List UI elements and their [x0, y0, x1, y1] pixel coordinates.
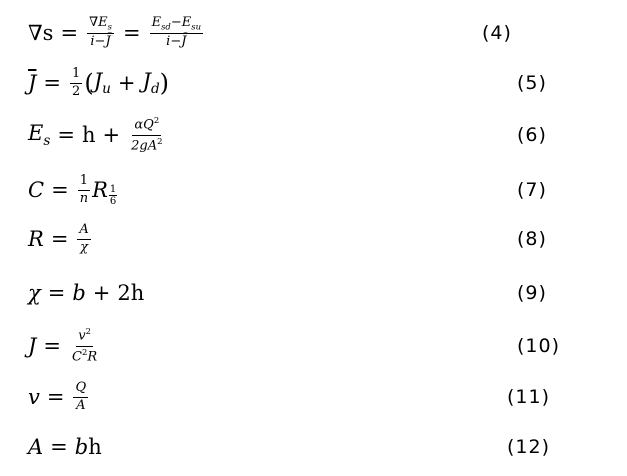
eq7-fraction [78, 174, 90, 207]
eq11-fraction [73, 381, 88, 414]
eq5-plus: + [117, 71, 136, 95]
eq11-lhs: v [28, 385, 40, 409]
equation-8 [28, 219, 93, 259]
equation-9 [28, 273, 144, 313]
eq8-equals: = [50, 227, 69, 251]
eq9-plus: + [92, 281, 111, 305]
eq7-lhs: C [28, 178, 45, 202]
eq7-frac-numerator: 1 [78, 174, 90, 191]
eq5-lhs: $\overline{J}$ [28, 71, 37, 95]
eq6-equals: = [57, 123, 75, 147]
equation-12 [28, 427, 102, 467]
eq6-fraction [129, 116, 164, 154]
eq9-2h: 2h [117, 281, 145, 305]
eq7-exp-denominator: 6 [109, 196, 117, 207]
eq10-lhs: J [28, 334, 37, 358]
equation-number-4: (4) [482, 22, 512, 44]
eq7-exponent [108, 173, 117, 207]
eq5-open-paren: ( [84, 69, 94, 97]
eq5-term-jd: $J_d$ [142, 68, 160, 98]
equation-row-10 [0, 326, 627, 366]
eq5-frac-numerator: 1 [70, 67, 82, 84]
equation-6 [28, 115, 166, 155]
eq4-frac2-numerator: $E_{sd}-E_{su}$ [150, 16, 203, 34]
eq4-equals: = [60, 21, 79, 45]
eq4-fraction-1 [87, 16, 114, 50]
eq10-frac-denominator: $C^2R$ [72, 346, 98, 364]
eq7-exp-numerator: 1 [109, 184, 117, 195]
eq11-equals: = [46, 385, 65, 409]
eq6-frac-numerator: $\alpha Q^2$ [132, 116, 161, 135]
eq6-frac-denominator: $2gA^2$ [131, 135, 163, 153]
eq11-frac-denominator: A [76, 397, 86, 413]
eq6-lhs: $E_s$ [28, 120, 51, 150]
eq6-plus: + [102, 123, 121, 147]
eq4-frac1-denominator: i−J̄ [90, 34, 111, 50]
equation-11 [28, 377, 90, 417]
eq7-frac-denominator: n [79, 190, 89, 206]
equation-row-7 [0, 170, 627, 210]
eq4-frac2-denominator: i−J̄ [166, 34, 187, 50]
eq4-equals-2: = [122, 21, 141, 45]
eq4-frac1-numerator: $\nabla E_s$ [87, 16, 114, 34]
eq9-b: b [72, 281, 86, 305]
equation-row-9 [0, 273, 627, 313]
equation-number-10: (10) [517, 335, 561, 357]
equation-row-4 [0, 13, 627, 53]
equation-row-11 [0, 377, 627, 417]
eq12-h: h [88, 435, 102, 459]
equation-row-8 [0, 219, 627, 259]
equation-row-6 [0, 115, 627, 155]
eq5-frac-denominator: 2 [72, 83, 81, 99]
eq6-h: h [81, 123, 96, 147]
eq4-lhs: ∇s [28, 21, 54, 45]
eq5-term-ju: $J_u$ [93, 68, 111, 98]
equation-10 [28, 326, 101, 366]
eq8-fraction [77, 223, 90, 256]
eq12-lhs: A [28, 435, 44, 459]
eq4-fraction-2 [150, 16, 203, 50]
eq9-equals: = [47, 281, 66, 305]
eq10-equals: = [43, 334, 62, 358]
eq12-equals: = [50, 435, 68, 459]
eq5-equals: = [43, 71, 62, 95]
equation-number-8: (8) [517, 228, 547, 250]
equation-number-12: (12) [507, 436, 551, 458]
eq7-r: R [92, 178, 108, 202]
eq11-frac-numerator: Q [73, 381, 88, 398]
equation-7 [28, 170, 117, 210]
eq5-fraction [70, 67, 82, 100]
eq8-frac-denominator: χ [80, 239, 89, 255]
eq10-fraction [70, 327, 99, 365]
equation-row-5 [0, 63, 627, 103]
eq9-lhs: χ [28, 281, 41, 305]
equation-number-11: (11) [507, 386, 551, 408]
eq7-equals: = [51, 178, 69, 202]
equation-number-7: (7) [517, 179, 547, 201]
equation-number-9: (9) [517, 282, 547, 304]
equation-5 [28, 63, 169, 103]
eq8-lhs: R [28, 227, 44, 251]
equation-number-6: (6) [517, 124, 547, 146]
eq12-b: b [74, 435, 89, 459]
equation-row-12 [0, 427, 627, 467]
eq5-close-paren: ) [159, 69, 170, 97]
eq8-frac-numerator: A [77, 223, 90, 240]
equation-number-5: (5) [517, 72, 547, 94]
equation-4 [28, 13, 205, 53]
eq10-frac-numerator: $v^2$ [76, 327, 93, 346]
